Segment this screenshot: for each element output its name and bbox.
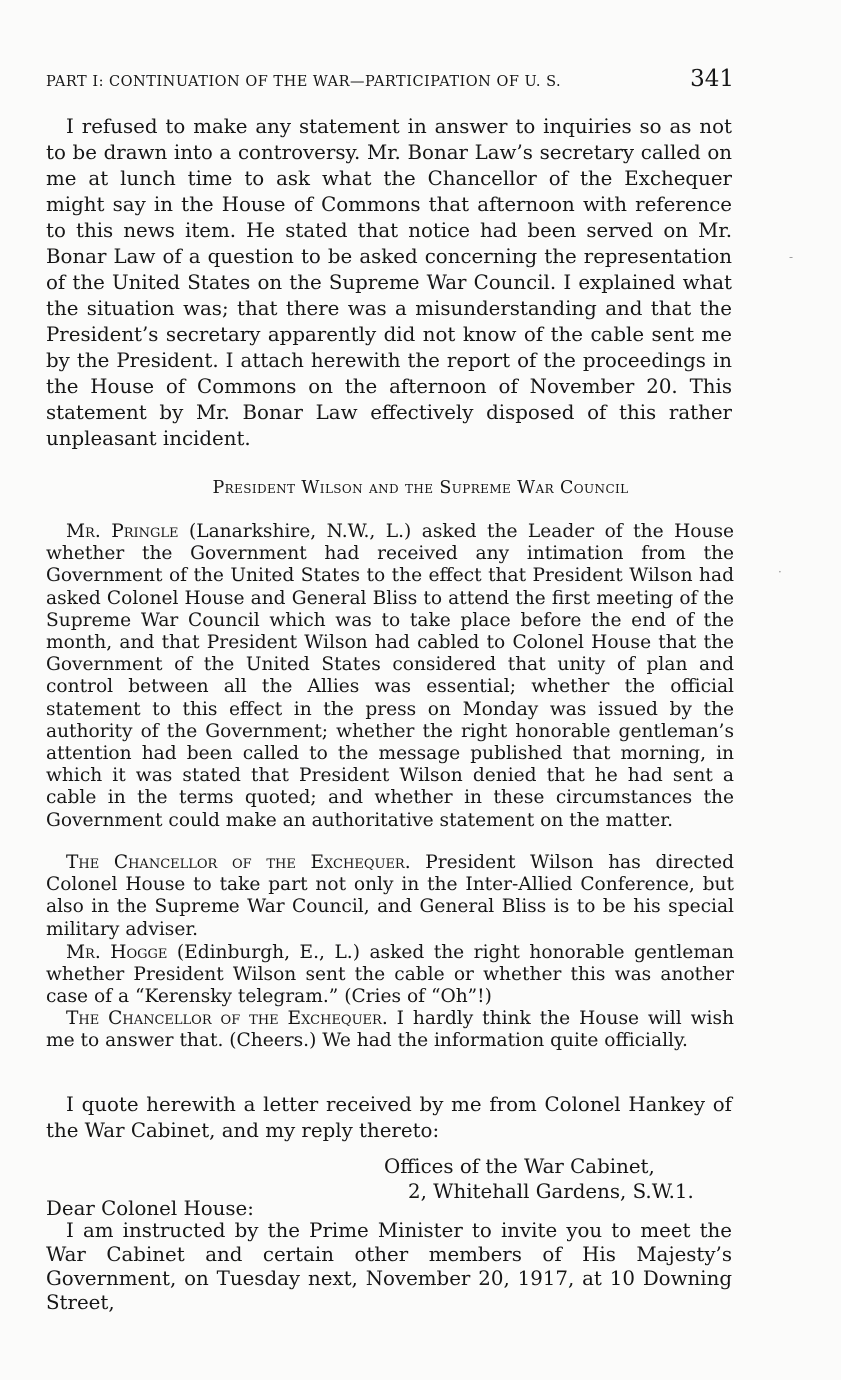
letter-body: I am instructed by the Prime Minister to invite you to meet the War Cabinet and certain other members of His Majesty’s Government, on Tuesday next, November 20, 1917, at 10 Downing Street, <box>46 1219 732 1314</box>
quote-paragraph-chancellor-1 <box>46 852 734 941</box>
quote-paragraph-pringle <box>46 521 734 832</box>
speaker-name: The Chancellor of the Exchequer. <box>66 852 411 873</box>
address-line-1: Offices of the War Cabinet, <box>384 1155 655 1178</box>
section-heading: President Wilson and the Supreme War Council <box>212 478 629 498</box>
running-title: PART I: CONTINUATION OF THE WAR—PARTICIPATION OF U. S. <box>46 74 562 90</box>
speaker-name: Mr. Hogge <box>66 942 168 963</box>
quote-text: I hardly think the House will wish me to answer that. (Cheers.) We had the information quite officially. <box>46 1008 734 1052</box>
speaker-name: The Chancellor of the Exchequer. <box>66 1008 388 1029</box>
page-number: 341 <box>690 66 734 92</box>
margin-speck: · <box>778 565 782 579</box>
letter-address <box>384 1154 694 1204</box>
letter-salutation: Dear Colonel House: <box>46 1197 254 1220</box>
quote-text: President Wilson has directed Colonel House to take part not only in the Inter-Allied Conference, but also in the Supreme War Council, and General Bliss is to be his special military adviser. <box>46 852 734 940</box>
quote-paragraph-chancellor-2 <box>46 1008 734 1052</box>
quote-text: (Edinburgh, E., L.) asked the right honorable gentleman whether President Wilson sent the cable or whether this was another case of a “Kerensky telegram.” (Cries of “Oh”!) <box>46 942 735 1008</box>
quote-text: (Lanarkshire, N.W., L.) asked the Leader of the House whether the Government had received any intimation from the Government of the United States to the effect that President Wilson had asked Colonel House and General Bliss to attend the first meeting of the Supreme War Council which was to take place before the end of the month, and that President Wilson had cabled to Colonel House that the Government of the United States considered that unity of plan and control between all the Allies was essential; whether the official statement to this effect in the press on Monday was issued by the authority of the Government; whether the right honorable gentleman’s attention had been called to the message published that morning, in which it was stated that President Wilson denied that he had sent a cable in the terms quoted; and whether in these circumstances the Government could make an authoritative statement on the matter. <box>46 521 734 831</box>
quote-paragraph-hogge <box>46 942 734 1009</box>
running-header <box>46 66 734 92</box>
address-line-2: 2, Whitehall Gardens, S.W.1. <box>408 1180 694 1203</box>
body-paragraph-2: I quote herewith a letter received by me from Colonel Hankey of the War Cabinet, and my reply thereto: <box>46 1093 732 1142</box>
speaker-name: Mr. Pringle <box>66 521 179 542</box>
body-paragraph-1: I refused to make any statement in answer to inquiries so as not to be drawn into a controversy. Mr. Bonar Law’s secretary called on me at lunch time to ask what the Chancellor of the Exchequer might say in the House of Commons that afternoon with reference to this news item. He stated that notice had been served on Mr. Bonar Law of a question to be asked concerning the representation of the United States on the Supreme War Council. I explained what the situation was; that there was a misunderstanding and that the President’s secretary apparently did not know of the cable sent me by the President. I attach herewith the report of the proceedings in the House of Commons on the afternoon of November 20. This statement by Mr. Bonar Law effectively disposed of this rather unpleasant incident. <box>46 115 732 450</box>
margin-speck: - <box>789 250 794 264</box>
